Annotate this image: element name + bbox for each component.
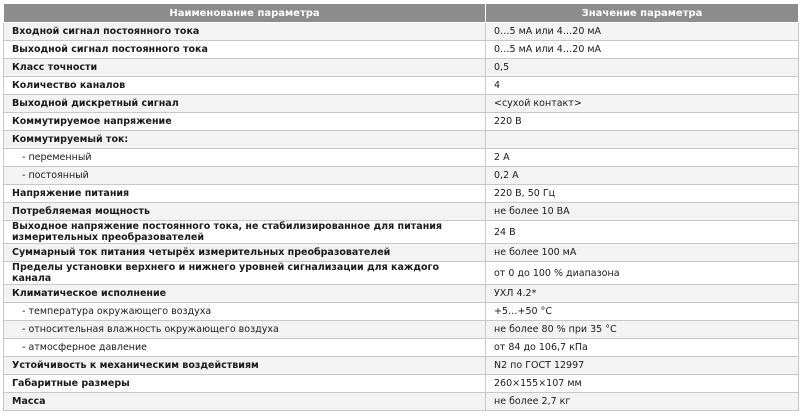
- parameter-name: - переменный: [4, 149, 486, 167]
- table-row: [4, 131, 799, 149]
- parameter-name: Выходной дискретный сигнал: [4, 95, 486, 113]
- table-row: [4, 167, 799, 185]
- parameter-value: 220 В, 50 Гц: [486, 185, 799, 203]
- table-row: [4, 375, 799, 393]
- parameter-name: Напряжение питания: [4, 185, 486, 203]
- parameter-value: не более 80 % при 35 °С: [486, 321, 799, 339]
- table-row: [4, 303, 799, 321]
- parameter-value: N2 по ГОСТ 12997: [486, 357, 799, 375]
- parameter-name: Выходное напряжение постоянного тока, не стабилизированное для питания измерительных преобразователей: [4, 221, 486, 244]
- table-header-row: [4, 4, 799, 23]
- parameter-value: 260×155×107 мм: [486, 375, 799, 393]
- parameter-value: не более 100 мА: [486, 244, 799, 262]
- table-row: [4, 149, 799, 167]
- table-row: [4, 321, 799, 339]
- table-row: [4, 393, 799, 411]
- parameters-table: [3, 3, 799, 411]
- table-row: [4, 244, 799, 262]
- parameter-value: <сухой контакт>: [486, 95, 799, 113]
- parameter-name: Пределы установки верхнего и нижнего уровней сигнализации для каждого канала: [4, 262, 486, 285]
- parameter-value: 0,2 А: [486, 167, 799, 185]
- parameter-value: 2 А: [486, 149, 799, 167]
- table-row: [4, 185, 799, 203]
- column-header-name: Наименование параметра: [4, 4, 486, 23]
- parameter-value: от 0 до 100 % диапазона: [486, 262, 799, 285]
- parameter-value: 4: [486, 77, 799, 95]
- parameter-value: от 84 до 106,7 кПа: [486, 339, 799, 357]
- table-row: [4, 203, 799, 221]
- parameter-name: Класс точности: [4, 59, 486, 77]
- table-row: [4, 262, 799, 285]
- table-row: [4, 41, 799, 59]
- table-row: [4, 95, 799, 113]
- table-row: [4, 339, 799, 357]
- parameter-name: - температура окружающего воздуха: [4, 303, 486, 321]
- parameter-name: Габаритные размеры: [4, 375, 486, 393]
- parameter-name: Количество каналов: [4, 77, 486, 95]
- table-row: [4, 221, 799, 244]
- table-row: [4, 59, 799, 77]
- parameter-value: не более 10 ВА: [486, 203, 799, 221]
- parameter-value: +5…+50 °С: [486, 303, 799, 321]
- parameter-name: Входной сигнал постоянного тока: [4, 23, 486, 41]
- table-row: [4, 285, 799, 303]
- parameter-name: - атмосферное давление: [4, 339, 486, 357]
- parameter-value: 0…5 мА или 4…20 мА: [486, 41, 799, 59]
- table-row: [4, 113, 799, 131]
- parameter-value: не более 2,7 кг: [486, 393, 799, 411]
- table-row: [4, 77, 799, 95]
- table-body: [4, 23, 799, 411]
- parameter-value: 24 В: [486, 221, 799, 244]
- parameter-name: Коммутируемый ток:: [4, 131, 486, 149]
- parameter-name: Устойчивость к механическим воздействиям: [4, 357, 486, 375]
- parameter-value: 220 В: [486, 113, 799, 131]
- parameter-name: Потребляемая мощность: [4, 203, 486, 221]
- parameter-name: Коммутируемое напряжение: [4, 113, 486, 131]
- parameter-name: - постоянный: [4, 167, 486, 185]
- parameter-value: [486, 131, 799, 149]
- parameter-name: Выходной сигнал постоянного тока: [4, 41, 486, 59]
- parameter-name: - относительная влажность окружающего воздуха: [4, 321, 486, 339]
- table-row: [4, 23, 799, 41]
- column-header-value: Значение параметра: [486, 4, 799, 23]
- parameter-name: Суммарный ток питания четырёх измерительных преобразователей: [4, 244, 486, 262]
- parameter-name: Масса: [4, 393, 486, 411]
- parameter-value: 0,5: [486, 59, 799, 77]
- table-row: [4, 357, 799, 375]
- parameter-value: УХЛ 4.2*: [486, 285, 799, 303]
- parameter-value: 0…5 мА или 4…20 мА: [486, 23, 799, 41]
- parameter-name: Климатическое исполнение: [4, 285, 486, 303]
